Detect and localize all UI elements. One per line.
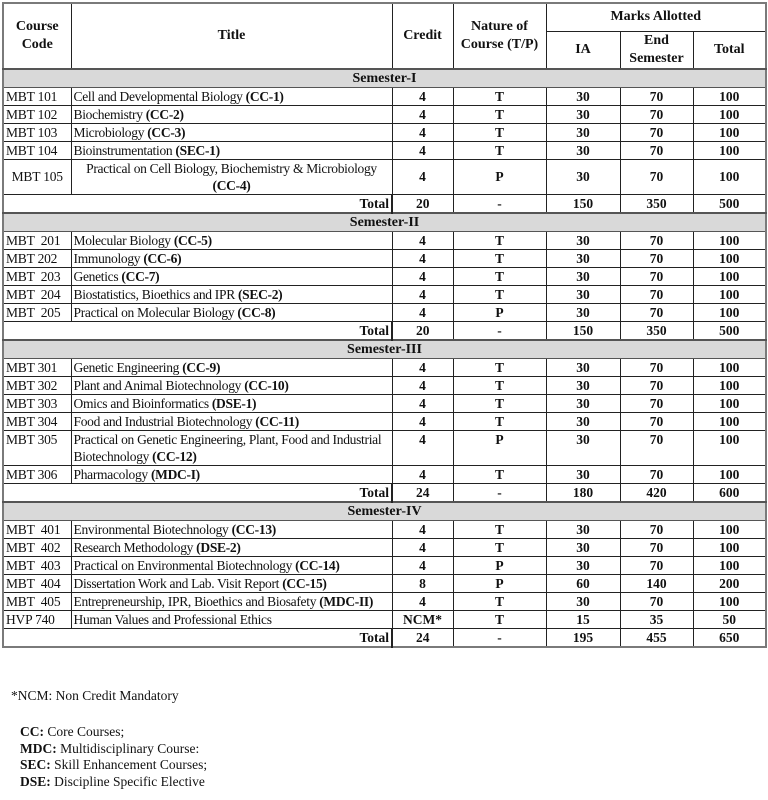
ia-marks: 30 <box>546 556 620 574</box>
end-semester-marks: 70 <box>620 394 693 412</box>
end-semester-marks: 70 <box>620 465 693 483</box>
course-category-tag: (CC-4) <box>212 177 251 193</box>
total-end-semester: 350 <box>620 194 693 213</box>
credit: 4 <box>392 267 453 285</box>
curriculum-table-wrapper <box>2 2 765 648</box>
table-row <box>3 376 766 394</box>
course-title-cell <box>71 141 392 159</box>
total-marks: 100 <box>693 520 766 538</box>
table-row <box>3 105 766 123</box>
end-semester-marks: 70 <box>620 141 693 159</box>
ia-marks: 30 <box>546 520 620 538</box>
ia-marks: 30 <box>546 376 620 394</box>
course-title-cell <box>71 412 392 430</box>
ia-marks: 30 <box>546 159 620 194</box>
ia-marks: 30 <box>546 105 620 123</box>
course-code: MBT 402 <box>3 538 71 556</box>
course-title-cell <box>71 592 392 610</box>
table-row <box>3 412 766 430</box>
end-semester-marks: 70 <box>620 538 693 556</box>
course-title: Bioinstrumentation <box>73 142 173 158</box>
credit: NCM* <box>392 610 453 628</box>
nature-tp: T <box>453 376 546 394</box>
course-category-tag: (CC-15) <box>282 575 327 591</box>
course-code: MBT 101 <box>3 87 71 105</box>
course-category-tag: (SEC-2) <box>237 286 283 302</box>
end-semester-marks: 70 <box>620 556 693 574</box>
end-semester-marks: 70 <box>620 231 693 249</box>
semester-label: Semester-IV <box>3 502 766 521</box>
table-row <box>3 285 766 303</box>
credit: 4 <box>392 285 453 303</box>
course-title-cell <box>71 574 392 592</box>
course-title: Biochemistry <box>73 106 143 122</box>
credit: 4 <box>392 87 453 105</box>
course-code: MBT 204 <box>3 285 71 303</box>
legend-item <box>20 757 207 774</box>
course-title-cell <box>71 358 392 376</box>
credit: 4 <box>392 249 453 267</box>
nature-tp: P <box>453 303 546 321</box>
total-marks: 100 <box>693 285 766 303</box>
header-title: Title <box>71 3 392 69</box>
total-marks: 100 <box>693 159 766 194</box>
semester-total-row <box>3 628 766 647</box>
course-code: MBT 202 <box>3 249 71 267</box>
table-row <box>3 267 766 285</box>
end-semester-marks: 70 <box>620 267 693 285</box>
course-code: MBT 105 <box>3 159 71 194</box>
total-marks: 100 <box>693 412 766 430</box>
nature-tp: T <box>453 267 546 285</box>
nature-tp: T <box>453 465 546 483</box>
course-title: Pharmacology <box>73 466 148 482</box>
ia-marks: 30 <box>546 285 620 303</box>
total-credit: 20 <box>392 321 453 340</box>
course-title: Genetics <box>73 268 119 284</box>
header-total: Total <box>693 31 766 69</box>
semester-band <box>3 502 766 521</box>
course-category-tag: (CC-14) <box>295 557 340 573</box>
nature-tp: T <box>453 394 546 412</box>
credit: 4 <box>392 538 453 556</box>
course-title: Research Methodology <box>73 539 194 555</box>
table-row <box>3 87 766 105</box>
legend-abbr: SEC: <box>20 757 51 772</box>
course-code: MBT 203 <box>3 267 71 285</box>
course-code: MBT 305 <box>3 430 71 465</box>
ia-marks: 30 <box>546 592 620 610</box>
nature-tp: T <box>453 141 546 159</box>
course-title: Practical on Cell Biology, Biochemistry & Microbiology <box>86 160 377 176</box>
course-category-tag: (MDC-I) <box>150 466 200 482</box>
table-row <box>3 303 766 321</box>
ia-marks: 60 <box>546 574 620 592</box>
total-marks: 100 <box>693 123 766 141</box>
credit: 4 <box>392 141 453 159</box>
semester-band <box>3 340 766 359</box>
total-marks: 100 <box>693 249 766 267</box>
course-title: Practical on Environmental Biotechnology <box>73 557 293 573</box>
course-title: Immunology <box>73 250 141 266</box>
end-semester-marks: 70 <box>620 159 693 194</box>
legend-text: Multidisciplinary Course: <box>56 740 200 756</box>
table-row <box>3 592 766 610</box>
credit: 4 <box>392 358 453 376</box>
header-marks-allotted: Marks Allotted <box>546 3 766 31</box>
course-title-cell <box>71 285 392 303</box>
semester-band <box>3 69 766 88</box>
course-category-tag: (CC-1) <box>245 88 284 104</box>
course-title: Omics and Bioinformatics <box>73 395 209 411</box>
ia-marks: 30 <box>546 141 620 159</box>
total-nature: - <box>453 321 546 340</box>
credit: 4 <box>392 394 453 412</box>
nature-tp: T <box>453 520 546 538</box>
credit: 4 <box>392 592 453 610</box>
course-title-cell <box>71 520 392 538</box>
course-category-tag: (DSE-1) <box>211 395 257 411</box>
course-code: MBT 401 <box>3 520 71 538</box>
nature-tp: P <box>453 159 546 194</box>
course-title-cell <box>71 105 392 123</box>
credit: 8 <box>392 574 453 592</box>
course-category-tag: (CC-13) <box>231 521 276 537</box>
total-marks: 100 <box>693 358 766 376</box>
total-label: Total <box>3 483 392 502</box>
ia-marks: 30 <box>546 412 620 430</box>
table-row <box>3 231 766 249</box>
course-code: MBT 201 <box>3 231 71 249</box>
total-ia: 180 <box>546 483 620 502</box>
course-title: Biostatistics, Bioethics and IPR <box>73 286 235 302</box>
total-marks: 100 <box>693 141 766 159</box>
legend-text: Discipline Specific Elective <box>50 773 205 789</box>
nature-tp: P <box>453 574 546 592</box>
course-title-cell <box>71 303 392 321</box>
total-marks: 100 <box>693 465 766 483</box>
course-code: MBT 303 <box>3 394 71 412</box>
nature-tp: P <box>453 430 546 465</box>
total-marks: 100 <box>693 394 766 412</box>
table-row <box>3 520 766 538</box>
total-marks-sum: 600 <box>693 483 766 502</box>
course-title: Dissertation Work and Lab. Visit Report <box>73 575 280 591</box>
total-marks-sum: 500 <box>693 194 766 213</box>
semester-total-row <box>3 321 766 340</box>
course-code: MBT 104 <box>3 141 71 159</box>
legend-item <box>20 774 207 791</box>
ia-marks: 30 <box>546 465 620 483</box>
course-category-tag: (CC-9) <box>182 359 221 375</box>
course-category-tag: (CC-6) <box>143 250 182 266</box>
total-end-semester: 455 <box>620 628 693 647</box>
ia-marks: 30 <box>546 123 620 141</box>
total-marks: 100 <box>693 376 766 394</box>
course-category-tag: (DSE-2) <box>196 539 241 555</box>
course-category-tag: (CC-7) <box>121 268 160 284</box>
course-category-tag: (CC-3) <box>147 124 186 140</box>
course-code: MBT 301 <box>3 358 71 376</box>
course-title: Human Values and Professional Ethics <box>73 611 272 627</box>
total-marks: 100 <box>693 231 766 249</box>
end-semester-marks: 70 <box>620 592 693 610</box>
nature-tp: T <box>453 249 546 267</box>
end-semester-marks: 70 <box>620 358 693 376</box>
nature-tp: T <box>453 231 546 249</box>
total-marks: 100 <box>693 105 766 123</box>
course-title: Genetic Engineering <box>73 359 180 375</box>
end-semester-marks: 70 <box>620 285 693 303</box>
course-category-tag: (CC-12) <box>152 448 197 464</box>
end-semester-marks: 70 <box>620 123 693 141</box>
course-category-tag: (CC-8) <box>237 304 276 320</box>
header-nature: Nature of Course (T/P) <box>453 3 546 69</box>
course-category-tag: (CC-2) <box>145 106 184 122</box>
end-semester-marks: 70 <box>620 249 693 267</box>
header-credit: Credit <box>392 3 453 69</box>
legend-text: Core Courses; <box>44 724 125 739</box>
course-code: MBT 403 <box>3 556 71 574</box>
course-title-cell <box>71 159 392 194</box>
course-title-cell <box>71 231 392 249</box>
abbreviation-legend <box>20 724 207 790</box>
ia-marks: 30 <box>546 249 620 267</box>
total-label: Total <box>3 628 392 647</box>
total-nature: - <box>453 628 546 647</box>
ia-marks: 30 <box>546 394 620 412</box>
table-row <box>3 465 766 483</box>
course-title: Entrepreneurship, IPR, Bioethics and Biosafety <box>73 593 317 609</box>
total-ia: 150 <box>546 321 620 340</box>
course-code: MBT 304 <box>3 412 71 430</box>
ia-marks: 30 <box>546 87 620 105</box>
semester-total-row <box>3 483 766 502</box>
course-code: MBT 405 <box>3 592 71 610</box>
end-semester-marks: 140 <box>620 574 693 592</box>
ia-marks: 30 <box>546 267 620 285</box>
table-row <box>3 538 766 556</box>
course-title-cell <box>71 87 392 105</box>
total-credit: 24 <box>392 483 453 502</box>
end-semester-marks: 70 <box>620 105 693 123</box>
table-row <box>3 394 766 412</box>
course-title: Molecular Biology <box>73 232 171 248</box>
semester-label: Semester-III <box>3 340 766 359</box>
course-title: Environmental Biotechnology <box>73 521 229 537</box>
total-label: Total <box>3 194 392 213</box>
total-marks: 100 <box>693 303 766 321</box>
end-semester-marks: 70 <box>620 412 693 430</box>
nature-tp: T <box>453 358 546 376</box>
nature-tp: T <box>453 105 546 123</box>
course-title-cell <box>71 556 392 574</box>
course-code: MBT 306 <box>3 465 71 483</box>
table-row <box>3 358 766 376</box>
credit: 4 <box>392 231 453 249</box>
end-semester-marks: 70 <box>620 87 693 105</box>
course-title-cell <box>71 376 392 394</box>
total-ia: 195 <box>546 628 620 647</box>
course-code: MBT 205 <box>3 303 71 321</box>
total-marks: 100 <box>693 430 766 465</box>
credit: 4 <box>392 376 453 394</box>
total-marks: 100 <box>693 87 766 105</box>
semester-band <box>3 213 766 232</box>
course-code: MBT 404 <box>3 574 71 592</box>
legend-text: Skill Enhancement Courses; <box>50 757 208 772</box>
course-title-cell <box>71 465 392 483</box>
credit: 4 <box>392 430 453 465</box>
end-semester-marks: 70 <box>620 303 693 321</box>
course-code: HVP 740 <box>3 610 71 628</box>
nature-tp: T <box>453 412 546 430</box>
semester-label: Semester-II <box>3 213 766 232</box>
course-title: Microbiology <box>73 124 145 140</box>
credit: 4 <box>392 520 453 538</box>
total-nature: - <box>453 483 546 502</box>
credit: 4 <box>392 556 453 574</box>
course-title-cell <box>71 430 392 465</box>
total-marks: 100 <box>693 267 766 285</box>
ia-marks: 30 <box>546 538 620 556</box>
table-row <box>3 249 766 267</box>
nature-tp: T <box>453 592 546 610</box>
course-category-tag: (SEC-1) <box>175 142 220 158</box>
course-title-cell <box>71 249 392 267</box>
course-code: MBT 102 <box>3 105 71 123</box>
course-category-tag: (CC-11) <box>255 413 299 429</box>
total-marks: 100 <box>693 592 766 610</box>
semester-label: Semester-I <box>3 69 766 88</box>
total-marks: 200 <box>693 574 766 592</box>
curriculum-table <box>2 2 767 648</box>
course-title: Practical on Molecular Biology <box>73 304 235 320</box>
course-title-cell <box>71 267 392 285</box>
course-title-cell <box>71 538 392 556</box>
course-title: Practical on Genetic Engineering, Plant, Food and Industrial Biotechnology <box>73 431 382 464</box>
table-row <box>3 574 766 592</box>
end-semester-marks: 35 <box>620 610 693 628</box>
nature-tp: T <box>453 538 546 556</box>
total-credit: 24 <box>392 628 453 647</box>
credit: 4 <box>392 123 453 141</box>
ia-marks: 30 <box>546 231 620 249</box>
semester-total-row <box>3 194 766 213</box>
total-marks-sum: 500 <box>693 321 766 340</box>
table-row <box>3 159 766 194</box>
total-end-semester: 350 <box>620 321 693 340</box>
total-marks: 100 <box>693 538 766 556</box>
ia-marks: 30 <box>546 430 620 465</box>
credit: 4 <box>392 105 453 123</box>
table-row <box>3 141 766 159</box>
nature-tp: T <box>453 123 546 141</box>
course-code: MBT 302 <box>3 376 71 394</box>
ia-marks: 30 <box>546 358 620 376</box>
course-title: Cell and Developmental Biology <box>73 88 243 104</box>
legend-item <box>20 724 207 741</box>
end-semester-marks: 70 <box>620 520 693 538</box>
total-nature: - <box>453 194 546 213</box>
credit: 4 <box>392 465 453 483</box>
course-category-tag: (CC-10) <box>244 377 289 393</box>
legend-abbr: MDC: <box>20 740 57 756</box>
credit: 4 <box>392 412 453 430</box>
total-marks-sum: 650 <box>693 628 766 647</box>
end-semester-marks: 70 <box>620 376 693 394</box>
legend-item <box>20 741 207 758</box>
credit: 4 <box>392 159 453 194</box>
course-category-tag: (CC-5) <box>173 232 212 248</box>
header-ia: IA <box>546 31 620 69</box>
total-credit: 20 <box>392 194 453 213</box>
nature-tp: T <box>453 285 546 303</box>
table-body <box>3 69 766 647</box>
table-row <box>3 123 766 141</box>
total-marks: 50 <box>693 610 766 628</box>
course-title-cell <box>71 123 392 141</box>
course-code: MBT 103 <box>3 123 71 141</box>
table-row <box>3 610 766 628</box>
legend-abbr: CC: <box>20 724 44 739</box>
header-course-code: Course Code <box>3 3 71 69</box>
total-marks: 100 <box>693 556 766 574</box>
course-title-cell <box>71 610 392 628</box>
nature-tp: P <box>453 556 546 574</box>
table-row <box>3 430 766 465</box>
total-end-semester: 420 <box>620 483 693 502</box>
end-semester-marks: 70 <box>620 430 693 465</box>
legend-abbr: DSE: <box>20 773 51 789</box>
table-row <box>3 556 766 574</box>
footnote-ncm: *NCM: Non Credit Mandatory <box>11 688 179 703</box>
header-end-semester: End Semester <box>620 31 693 69</box>
course-title: Plant and Animal Biotechnology <box>73 377 242 393</box>
credit: 4 <box>392 303 453 321</box>
total-label: Total <box>3 321 392 340</box>
course-title-cell <box>71 394 392 412</box>
nature-tp: T <box>453 87 546 105</box>
total-ia: 150 <box>546 194 620 213</box>
ia-marks: 30 <box>546 303 620 321</box>
course-category-tag: (MDC-II) <box>319 593 374 609</box>
course-title: Food and Industrial Biotechnology <box>73 413 253 429</box>
nature-tp: T <box>453 610 546 628</box>
ia-marks: 15 <box>546 610 620 628</box>
